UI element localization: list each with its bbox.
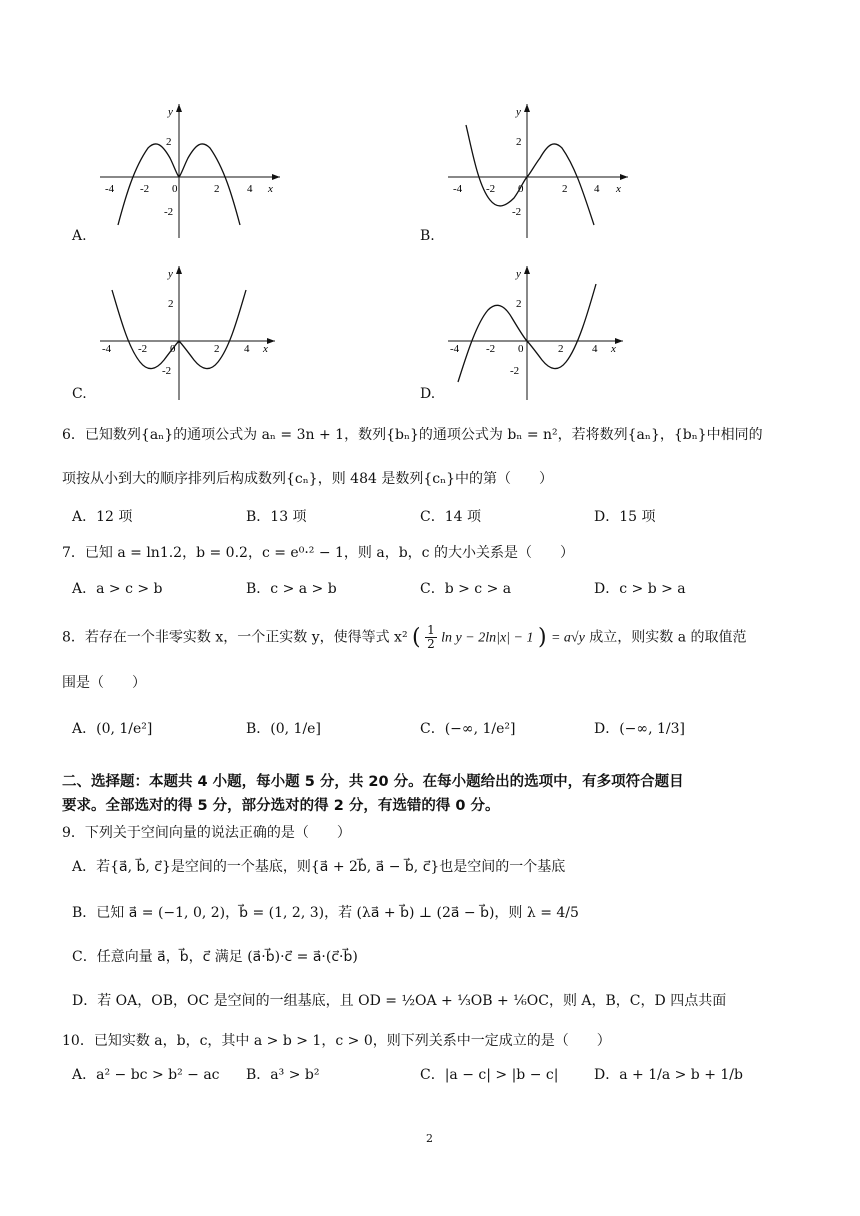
q8-line2: 围是（ ） (62, 675, 146, 691)
graph-d-tick-x: 2 (558, 343, 564, 355)
q6-option-d: D．15 项 (594, 509, 656, 525)
graph-c-tick-y-bottom: -2 (162, 365, 172, 377)
graph-b-tick-x: -4 (453, 183, 463, 195)
graph-c-tick-x: -2 (138, 343, 148, 355)
graph-c-tick-y-top: 2 (168, 298, 174, 310)
q7-option-c: C．b > c > a (420, 581, 512, 597)
graph-b-tick-x: 0 (518, 183, 524, 195)
graph-c-x-label: x (263, 343, 268, 355)
graph-b-label: B. (420, 228, 435, 244)
graph-d-tick-y-top: 2 (516, 298, 522, 310)
q8-line1-pre: 8．若存在一个非零实数 x，一个正实数 y，使得等式 x² (62, 629, 408, 646)
q7-option-b: B．c > a > b (246, 581, 337, 597)
graph-c-label: C. (72, 386, 87, 402)
graph-a (100, 100, 290, 240)
graph-a-tick-x: 0 (172, 183, 178, 195)
graph-d-tick-x: -2 (486, 343, 496, 355)
graph-b-curve (466, 125, 594, 225)
graph-b-tick-x: -2 (486, 183, 496, 195)
graph-b-tick-x: 2 (562, 183, 568, 195)
q6-line1: 6．已知数列{aₙ}的通项公式为 aₙ = 3n + 1，数列{bₙ}的通项公式为 bₙ = n²，若将数列{aₙ}，{bₙ}中相同的 (62, 427, 763, 443)
q8-line1-post: 成立，则实数 a 的取值范 (589, 629, 747, 646)
graph-d-tick-x: 0 (518, 343, 524, 355)
graph-d (448, 262, 638, 402)
graph-a-label: A. (72, 228, 87, 244)
graph-d-label: D. (420, 386, 436, 402)
q10-option-a: A．a² − bc > b² − ac (72, 1067, 220, 1083)
graph-a-tick-y-bottom: -2 (164, 206, 174, 218)
q9-stem: 9．下列关于空间向量的说法正确的是（ ） (62, 825, 351, 841)
q7-option-a: A．a > c > b (72, 581, 163, 597)
graph-b (448, 100, 638, 240)
q8-paren-close: ) (537, 625, 547, 651)
q8-option-c: C．(−∞, 1/e²] (420, 721, 516, 737)
q7-line1: 7．已知 a = ln1.2，b = 0.2，c = e⁰·² − 1，则 a，b，c 的大小关系是（ ） (62, 545, 574, 561)
q6-option-b: B．13 项 (246, 509, 307, 525)
page-number: 2 (426, 1132, 433, 1145)
section2-heading-line2: 要求。全部选对的得 5 分，部分选对的得 2 分，有选错的得 0 分。 (62, 798, 500, 814)
graph-c (100, 262, 290, 402)
graph-b-tick-y-top: 2 (516, 136, 522, 148)
q10-option-b: B．a³ > b² (246, 1067, 320, 1083)
graph-c-tick-x: -4 (102, 343, 112, 355)
graph-b-y-label: y (516, 106, 521, 118)
q9-option-b: B．已知 a⃗ = (−1, 0, 2)，b⃗ = (1, 2, 3)，若 (λa⃗ + b⃗) ⊥ (2a⃗ − b⃗)，则 λ = 4/5 (72, 905, 579, 921)
graph-c-y-label: y (168, 268, 173, 280)
q9-option-a: A．若{a⃗, b⃗, c⃗}是空间的一个基底，则{a⃗ + 2b⃗, a⃗ − b⃗, c⃗}也是空间的一个基底 (72, 859, 566, 875)
graph-d-y-label: y (516, 268, 521, 280)
q8-line1-eq: ln y − 2ln|x| − 1 (441, 630, 534, 646)
section2-heading-line1: 二、选择题：本题共 4 小题，每小题 5 分，共 20 分。在每小题给出的选项中，有多项符合题目 (62, 774, 684, 790)
graph-d-tick-y-bottom: -2 (510, 365, 520, 377)
q10-option-d: D．a + 1/a > b + 1/b (594, 1067, 743, 1083)
q6-option-a: A．12 项 (72, 509, 133, 525)
graph-b-x-label: x (616, 183, 621, 195)
q8-half-fraction: $\frac{1}{2}$ (427, 623, 435, 652)
graph-b-tick-x: 4 (594, 183, 600, 195)
q8-option-a: A．(0, 1/e²] (72, 721, 153, 737)
graph-a-tick-x: -2 (140, 183, 150, 195)
graph-b-tick-y-bottom: -2 (512, 206, 522, 218)
graph-d-tick-x: 4 (592, 343, 598, 355)
graph-a-tick-x: 2 (214, 183, 220, 195)
q6-option-c: C．14 项 (420, 509, 481, 525)
q8-option-d: D．(−∞, 1/3] (594, 721, 685, 737)
graph-c-tick-x: 4 (244, 343, 250, 355)
graph-a-tick-y-top: 2 (166, 136, 172, 148)
q9-option-c: C．任意向量 a⃗，b⃗，c⃗ 满足 (a⃗·b⃗)·c⃗ = a⃗·(c⃗·b⃗) (72, 949, 358, 965)
graph-a-tick-x: 4 (247, 183, 253, 195)
q8-line1-rhs: = a√y (550, 630, 585, 646)
q10-option-c: C．|a − c| > |b − c| (420, 1067, 559, 1083)
graph-c-tick-x: 0 (170, 343, 176, 355)
q9-option-d: D．若 OA，OB，OC 是空间的一组基底，且 OD = ½OA + ⅓OB + ⅙OC，则 A，B，C，D 四点共面 (72, 993, 727, 1009)
graph-c-tick-x: 2 (214, 343, 220, 355)
q8-line1 (62, 624, 747, 651)
q7-option-d: D．c > b > a (594, 581, 686, 597)
q10-stem: 10．已知实数 a，b，c，其中 a > b > 1，c > 0，则下列关系中一定成立的是（ ） (62, 1033, 611, 1049)
graph-a-tick-x: -4 (105, 183, 115, 195)
q8-option-b: B．(0, 1/e] (246, 721, 321, 737)
graph-a-x-label: x (268, 183, 273, 195)
q8-paren-open: ( (412, 625, 421, 651)
graph-d-tick-x: -4 (450, 343, 460, 355)
graph-a-y-label: y (168, 106, 173, 118)
q6-line2: 项按从小到大的顺序排列后构成数列{cₙ}，则 484 是数列{cₙ}中的第（ ） (62, 471, 554, 487)
graph-d-x-label: x (611, 343, 616, 355)
